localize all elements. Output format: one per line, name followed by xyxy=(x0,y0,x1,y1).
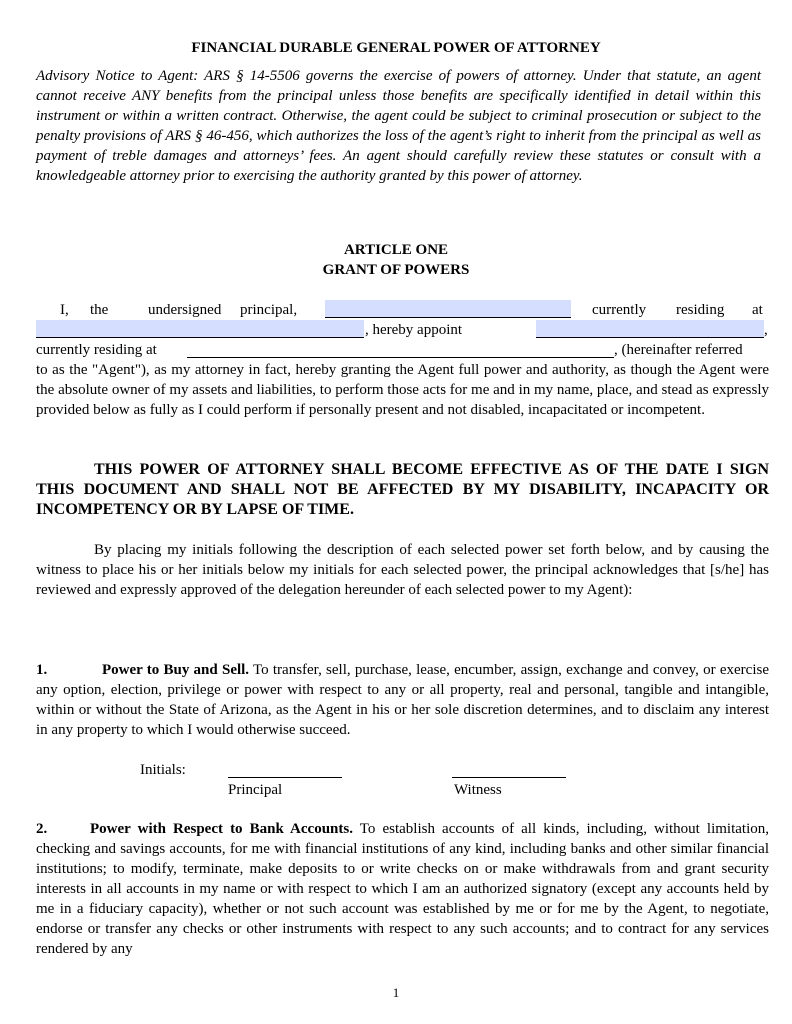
advisory-notice: Advisory Notice to Agent: ARS § 14-5506 governs the exercise of powers of attorney. Under that statute, an agent cannot receive ANY benefits from the principal unless those benefits are specifically identified in detail within this instrument or within a written contract. Otherwise, the agent could be subject to criminal prosecution or subject to the penalty provisions of ARS § 46-456, which authorizes the loss of the agent’s right to inherit from the principal as well as payment of treble damages and attorneys’ fees. An agent should carefully review these statutes or consult with a knowledgeable attorney prior to exercising the authority granted by this power of attorney. xyxy=(36,68,761,184)
article-title: GRANT OF POWERS xyxy=(322,262,470,278)
power-2-heading: Power with Respect to Bank Accounts. xyxy=(90,821,353,837)
word-undersigned: undersigned xyxy=(148,302,222,318)
grant-line-1 xyxy=(0,300,792,320)
witness-caption: Witness xyxy=(454,782,502,798)
initials-label: Initials: xyxy=(140,762,186,778)
initials-intro: By placing my initials following the description of each selected power set forth below, and by causing the witness to place his or her initials below my initials for each selected power, the principal acknowledges that [s/he] has reviewed and expressly approved of the delegation hereunder of each selected power to my Agent): xyxy=(36,542,769,598)
grant-line-2 xyxy=(0,320,792,340)
hereby-appoint-text: , hereby appoint xyxy=(365,322,463,338)
initials-block xyxy=(0,760,792,800)
principal-address-field[interactable] xyxy=(36,320,364,338)
currently-residing-at-text: currently residing at xyxy=(36,342,157,358)
principal-initials-line[interactable] xyxy=(228,776,342,778)
page-number: 1 xyxy=(392,985,400,1000)
principal-name-field[interactable] xyxy=(325,300,571,318)
word-at: at xyxy=(752,302,763,318)
power-1-text: To transfer, sell, purchase, lease, encumber, assign, exchange and convey, or exercise any option, election, privilege or power with respect to any or all property, real and personal, tangible and intangible, within or without the State of Arizona, as the Agent in his or her sole discretion determines, and to disclaim any interest in any property to which I would otherwise succeed. xyxy=(36,662,769,738)
principal-caption: Principal xyxy=(228,782,283,798)
power-1-number: 1. xyxy=(36,662,48,678)
word-principal: principal, xyxy=(240,302,298,318)
power-2 xyxy=(36,819,769,959)
word-the: the xyxy=(90,302,109,318)
power-2-text: To establish accounts of all kinds, including, without limitation, checking and savings accounts, for me with financial institutions of any kind, including banks and other similar financial institutions; to modify, terminate, make deposits to or write checks on or make withdrawals from and grant security interests in all accounts in my name or with respect to which I am an authorized signatory (except any accounts held by me in a fiduciary capacity), whether or not such account was established by me or for me by the Agent, to negotiate, endorse or transfer any checks or other instruments with respect to any such accounts; and to contract for any services rendered by any xyxy=(36,821,770,957)
grant-paragraph-rest: to as the "Agent"), as my attorney in fact, hereby granting the Agent full power and authority, as though the Agent were the absolute owner of my assets and liabilities, to perform those acts for me and in my name, place, and stead as expressly provided below as fully as I could perform if personally present and not disabled, incapacitated or incompetent. xyxy=(36,362,769,418)
witness-initials-line[interactable] xyxy=(452,776,566,778)
comma-text: , xyxy=(764,322,768,338)
document-title: FINANCIAL DURABLE GENERAL POWER OF ATTORNEY xyxy=(191,40,601,56)
hereinafter-text: , (hereinafter referred xyxy=(614,342,743,358)
power-1-heading: Power to Buy and Sell. xyxy=(102,662,250,678)
grant-line-3 xyxy=(0,340,792,360)
effective-notice: THIS POWER OF ATTORNEY SHALL BECOME EFFECTIVE AS OF THE DATE I SIGN THIS DOCUMENT AND SHALL NOT BE AFFECTED BY MY DISABILITY, INCAPACITY OR INCOMPETENCY OR BY LAPSE OF TIME. xyxy=(36,461,769,518)
article-number: ARTICLE ONE xyxy=(343,242,449,258)
power-1 xyxy=(36,660,769,740)
agent-address-field[interactable] xyxy=(187,340,614,358)
power-2-number: 2. xyxy=(36,821,48,837)
agent-name-field[interactable] xyxy=(536,320,764,338)
word-residing: residing xyxy=(676,302,725,318)
word-i: I, xyxy=(60,302,69,318)
word-currently: currently xyxy=(592,302,647,318)
